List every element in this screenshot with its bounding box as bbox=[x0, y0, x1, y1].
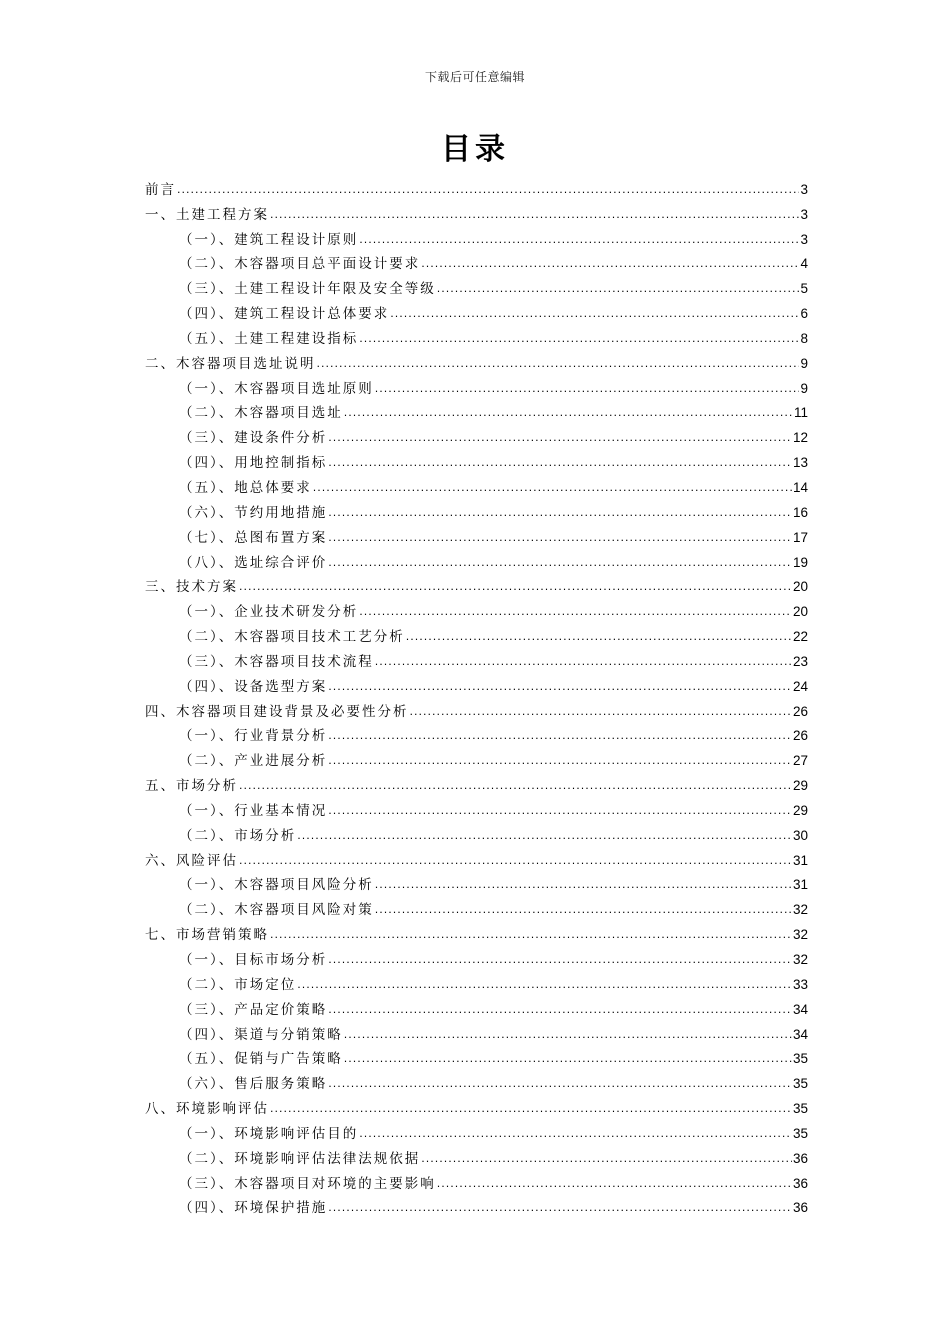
toc-entry-page-number: 34 bbox=[792, 1001, 808, 1017]
toc-entry-page-number: 30 bbox=[792, 827, 808, 843]
toc-entry-page-number: 3 bbox=[800, 206, 808, 222]
toc-entry-label: （八）、选址综合评价 bbox=[179, 554, 328, 571]
toc-entry-label: 二、木容器项目选址说明 bbox=[145, 355, 316, 372]
toc-entry-page-number: 4 bbox=[800, 256, 808, 272]
toc-dot-leader bbox=[359, 231, 799, 249]
toc-entry-page-number: 31 bbox=[792, 852, 808, 868]
toc-dot-leader bbox=[328, 1001, 792, 1019]
toc-entry[interactable] bbox=[145, 770, 808, 795]
toc-entry[interactable] bbox=[145, 323, 808, 348]
toc-entry-label: （二）、产业进展分析 bbox=[179, 753, 328, 770]
toc-title: 目录 bbox=[441, 132, 509, 167]
toc-entry[interactable] bbox=[145, 447, 808, 472]
toc-entry[interactable] bbox=[145, 572, 808, 597]
toc-entry-page-number: 33 bbox=[792, 976, 808, 992]
toc-dot-leader bbox=[239, 777, 792, 795]
toc-entry-page-number: 36 bbox=[792, 1200, 808, 1216]
toc-entry-page-number: 20 bbox=[792, 604, 808, 620]
toc-entry-label: （二）、市场分析 bbox=[179, 827, 297, 844]
toc-entry-label: 三、技术方案 bbox=[145, 579, 238, 596]
toc-entry-page-number: 27 bbox=[792, 753, 808, 769]
toc-entry-page-number: 32 bbox=[792, 902, 808, 918]
toc-dot-leader bbox=[239, 852, 792, 870]
toc-dot-leader bbox=[344, 1050, 792, 1068]
toc-entry-label: （五）、促销与广告策略 bbox=[179, 1051, 343, 1068]
toc-entry-page-number: 36 bbox=[792, 1175, 808, 1191]
toc-dot-leader bbox=[328, 951, 792, 969]
toc-entry-label: （一）、行业基本情况 bbox=[179, 802, 328, 819]
toc-entry-label: （三）、建设条件分析 bbox=[179, 430, 328, 447]
toc-entry-label: （一）、环境影响评估目的 bbox=[179, 1125, 359, 1142]
toc-entry[interactable] bbox=[145, 497, 808, 522]
toc-entry[interactable] bbox=[145, 646, 808, 671]
toc-dot-leader bbox=[317, 355, 800, 373]
toc-entry-label: （七）、总图布置方案 bbox=[179, 529, 328, 546]
toc-entry-page-number: 35 bbox=[792, 1101, 808, 1117]
toc-dot-leader bbox=[270, 1100, 792, 1118]
toc-entry[interactable] bbox=[145, 472, 808, 497]
toc-entry[interactable] bbox=[145, 745, 808, 770]
toc-entry[interactable] bbox=[145, 547, 808, 572]
toc-entry-page-number: 24 bbox=[792, 678, 808, 694]
toc-entry-page-number: 35 bbox=[792, 1051, 808, 1067]
toc-entry[interactable] bbox=[145, 422, 808, 447]
toc-entry-page-number: 12 bbox=[792, 430, 808, 446]
toc-dot-leader bbox=[344, 404, 793, 422]
toc-entry-page-number: 8 bbox=[800, 330, 808, 346]
toc-entry-label: 一、土建工程方案 bbox=[145, 206, 269, 223]
toc-entry-page-number: 31 bbox=[792, 877, 808, 893]
toc-entry-page-number: 29 bbox=[792, 778, 808, 794]
toc-entry[interactable] bbox=[145, 721, 808, 746]
toc-entry[interactable] bbox=[145, 1168, 808, 1193]
toc-dot-leader bbox=[375, 380, 800, 398]
toc-dot-leader bbox=[328, 1075, 792, 1093]
toc-dot-leader bbox=[328, 454, 792, 472]
toc-dot-leader bbox=[406, 628, 792, 646]
toc-entry-label: （四）、设备选型方案 bbox=[179, 678, 328, 695]
toc-entry-label: 五、市场分析 bbox=[145, 778, 238, 795]
toc-entry[interactable] bbox=[145, 696, 808, 721]
table-of-contents bbox=[145, 174, 808, 1217]
toc-entry-label: 前言 bbox=[145, 181, 176, 198]
toc-entry[interactable] bbox=[145, 298, 808, 323]
toc-dot-leader bbox=[375, 876, 792, 894]
toc-entry-page-number: 35 bbox=[792, 1076, 808, 1092]
toc-dot-leader bbox=[375, 901, 792, 919]
toc-dot-leader bbox=[390, 305, 799, 323]
toc-entry-label: （四）、用地控制指标 bbox=[179, 455, 328, 472]
toc-entry[interactable] bbox=[145, 1143, 808, 1168]
toc-entry-label: （四）、环境保护措施 bbox=[179, 1200, 328, 1217]
toc-entry-page-number: 6 bbox=[800, 306, 808, 322]
toc-entry-label: （五）、土建工程建设指标 bbox=[179, 330, 359, 347]
toc-entry[interactable] bbox=[145, 398, 808, 423]
toc-dot-leader bbox=[328, 752, 792, 770]
toc-dot-leader bbox=[359, 330, 799, 348]
toc-entry[interactable] bbox=[145, 671, 808, 696]
toc-dot-leader bbox=[328, 554, 792, 572]
toc-entry-label: （五）、地总体要求 bbox=[179, 479, 312, 496]
toc-dot-leader bbox=[313, 479, 792, 497]
toc-entry-label: 八、环境影响评估 bbox=[145, 1101, 269, 1118]
toc-dot-leader bbox=[437, 1175, 792, 1193]
toc-dot-leader bbox=[328, 678, 792, 696]
toc-entry[interactable] bbox=[145, 199, 808, 224]
toc-dot-leader bbox=[410, 703, 792, 721]
toc-dot-leader bbox=[328, 504, 792, 522]
toc-entry[interactable] bbox=[145, 348, 808, 373]
toc-entry[interactable] bbox=[145, 994, 808, 1019]
toc-dot-leader bbox=[421, 255, 799, 273]
toc-dot-leader bbox=[270, 206, 799, 224]
toc-entry-page-number: 26 bbox=[792, 728, 808, 744]
toc-entry-page-number: 11 bbox=[793, 405, 808, 421]
toc-dot-leader bbox=[270, 926, 792, 944]
toc-entry-label: （一）、行业背景分析 bbox=[179, 728, 328, 745]
toc-entry-label: 六、风险评估 bbox=[145, 852, 238, 869]
toc-entry[interactable] bbox=[145, 1093, 808, 1118]
toc-dot-leader bbox=[421, 1150, 792, 1168]
toc-dot-leader bbox=[328, 727, 792, 745]
toc-entry-page-number: 29 bbox=[792, 802, 808, 818]
toc-entry[interactable] bbox=[145, 621, 808, 646]
toc-entry[interactable] bbox=[145, 1193, 808, 1218]
toc-entry-page-number: 13 bbox=[792, 455, 808, 471]
toc-entry[interactable] bbox=[145, 224, 808, 249]
toc-entry-label: （二）、木容器项目风险对策 bbox=[179, 902, 374, 919]
toc-dot-leader bbox=[359, 1125, 792, 1143]
toc-entry-page-number: 36 bbox=[792, 1150, 808, 1166]
toc-entry-label: （六）、售后服务策略 bbox=[179, 1076, 328, 1093]
toc-entry-page-number: 5 bbox=[800, 281, 808, 297]
toc-entry[interactable] bbox=[145, 894, 808, 919]
toc-entry-label: （三）、木容器项目技术流程 bbox=[179, 653, 374, 670]
toc-dot-leader bbox=[328, 1199, 792, 1217]
toc-entry-page-number: 20 bbox=[792, 579, 808, 595]
toc-entry[interactable] bbox=[145, 249, 808, 274]
toc-dot-leader bbox=[375, 653, 792, 671]
toc-entry-label: （三）、木容器项目对环境的主要影响 bbox=[179, 1175, 436, 1192]
toc-entry-label: 七、市场营销策略 bbox=[145, 927, 269, 944]
toc-entry-label: （一）、企业技术研发分析 bbox=[179, 604, 359, 621]
toc-entry[interactable] bbox=[145, 1044, 808, 1069]
toc-entry-label: （一）、目标市场分析 bbox=[179, 952, 328, 968]
toc-entry-label: （一）、木容器项目选址原则 bbox=[179, 380, 374, 397]
toc-entry-page-number: 32 bbox=[792, 952, 808, 967]
toc-entry[interactable] bbox=[145, 870, 808, 895]
toc-entry-page-number: 35 bbox=[792, 1125, 808, 1141]
toc-entry-page-number: 22 bbox=[792, 629, 808, 645]
toc-entry-label: （四）、渠道与分销策略 bbox=[179, 1026, 343, 1043]
toc-entry-page-number: 34 bbox=[792, 1026, 808, 1042]
toc-entry-label: （四）、建筑工程设计总体要求 bbox=[179, 306, 390, 323]
toc-entry-page-number: 19 bbox=[792, 554, 808, 570]
toc-entry-page-number: 26 bbox=[792, 703, 808, 719]
toc-entry[interactable] bbox=[145, 1118, 808, 1143]
toc-entry[interactable] bbox=[145, 919, 808, 944]
toc-entry-label: （三）、土建工程设计年限及安全等级 bbox=[179, 281, 436, 298]
toc-entry[interactable] bbox=[145, 522, 808, 547]
toc-entry-page-number: 16 bbox=[792, 504, 808, 520]
toc-dot-leader bbox=[359, 603, 792, 621]
toc-entry[interactable] bbox=[145, 1019, 808, 1044]
toc-entry[interactable] bbox=[145, 373, 808, 398]
toc-entry-page-number: 23 bbox=[792, 653, 808, 669]
toc-dot-leader bbox=[239, 578, 792, 596]
toc-entry-label: （一）、建筑工程设计原则 bbox=[179, 231, 359, 248]
toc-entry[interactable] bbox=[145, 845, 808, 870]
toc-entry-label: （二）、木容器项目选址 bbox=[179, 405, 343, 422]
toc-dot-leader bbox=[344, 1026, 792, 1044]
toc-entry[interactable] bbox=[145, 820, 808, 845]
toc-entry[interactable] bbox=[145, 174, 808, 199]
toc-entry-page-number: 14 bbox=[792, 479, 808, 495]
toc-entry-label: （二）、市场定位 bbox=[179, 976, 297, 993]
toc-entry-label: （三）、产品定价策略 bbox=[179, 1001, 328, 1018]
toc-entry-label: 四、木容器项目建设背景及必要性分析 bbox=[145, 703, 409, 720]
toc-entry-page-number: 32 bbox=[792, 927, 808, 943]
toc-dot-leader bbox=[328, 529, 792, 547]
toc-dot-leader bbox=[297, 976, 792, 994]
toc-entry[interactable] bbox=[145, 1068, 808, 1093]
toc-entry-page-number: 17 bbox=[792, 529, 808, 545]
toc-entry[interactable] bbox=[145, 596, 808, 621]
toc-entry-label: （一）、木容器项目风险分析 bbox=[179, 877, 374, 894]
toc-entry-page-number: 9 bbox=[800, 380, 808, 396]
toc-entry[interactable] bbox=[145, 795, 808, 820]
toc-entry[interactable] bbox=[145, 944, 808, 969]
toc-dot-leader bbox=[297, 827, 792, 845]
toc-dot-leader bbox=[437, 280, 800, 298]
toc-dot-leader bbox=[177, 181, 799, 199]
header-note: 下载后可任意编辑 bbox=[424, 70, 525, 84]
toc-entry[interactable] bbox=[145, 969, 808, 994]
toc-entry-page-number: 3 bbox=[800, 231, 808, 247]
toc-entry-label: （六）、节约用地措施 bbox=[179, 504, 328, 521]
toc-dot-leader bbox=[328, 802, 792, 820]
toc-dot-leader bbox=[328, 429, 792, 447]
toc-entry-page-number: 9 bbox=[800, 355, 808, 371]
toc-entry-label: （二）、环境影响评估法律法规依据 bbox=[179, 1150, 421, 1167]
toc-entry-label: （二）、木容器项目技术工艺分析 bbox=[179, 629, 405, 646]
toc-entry-label: （二）、木容器项目总平面设计要求 bbox=[179, 256, 421, 273]
toc-entry[interactable] bbox=[145, 273, 808, 298]
toc-entry-page-number: 3 bbox=[800, 181, 808, 197]
